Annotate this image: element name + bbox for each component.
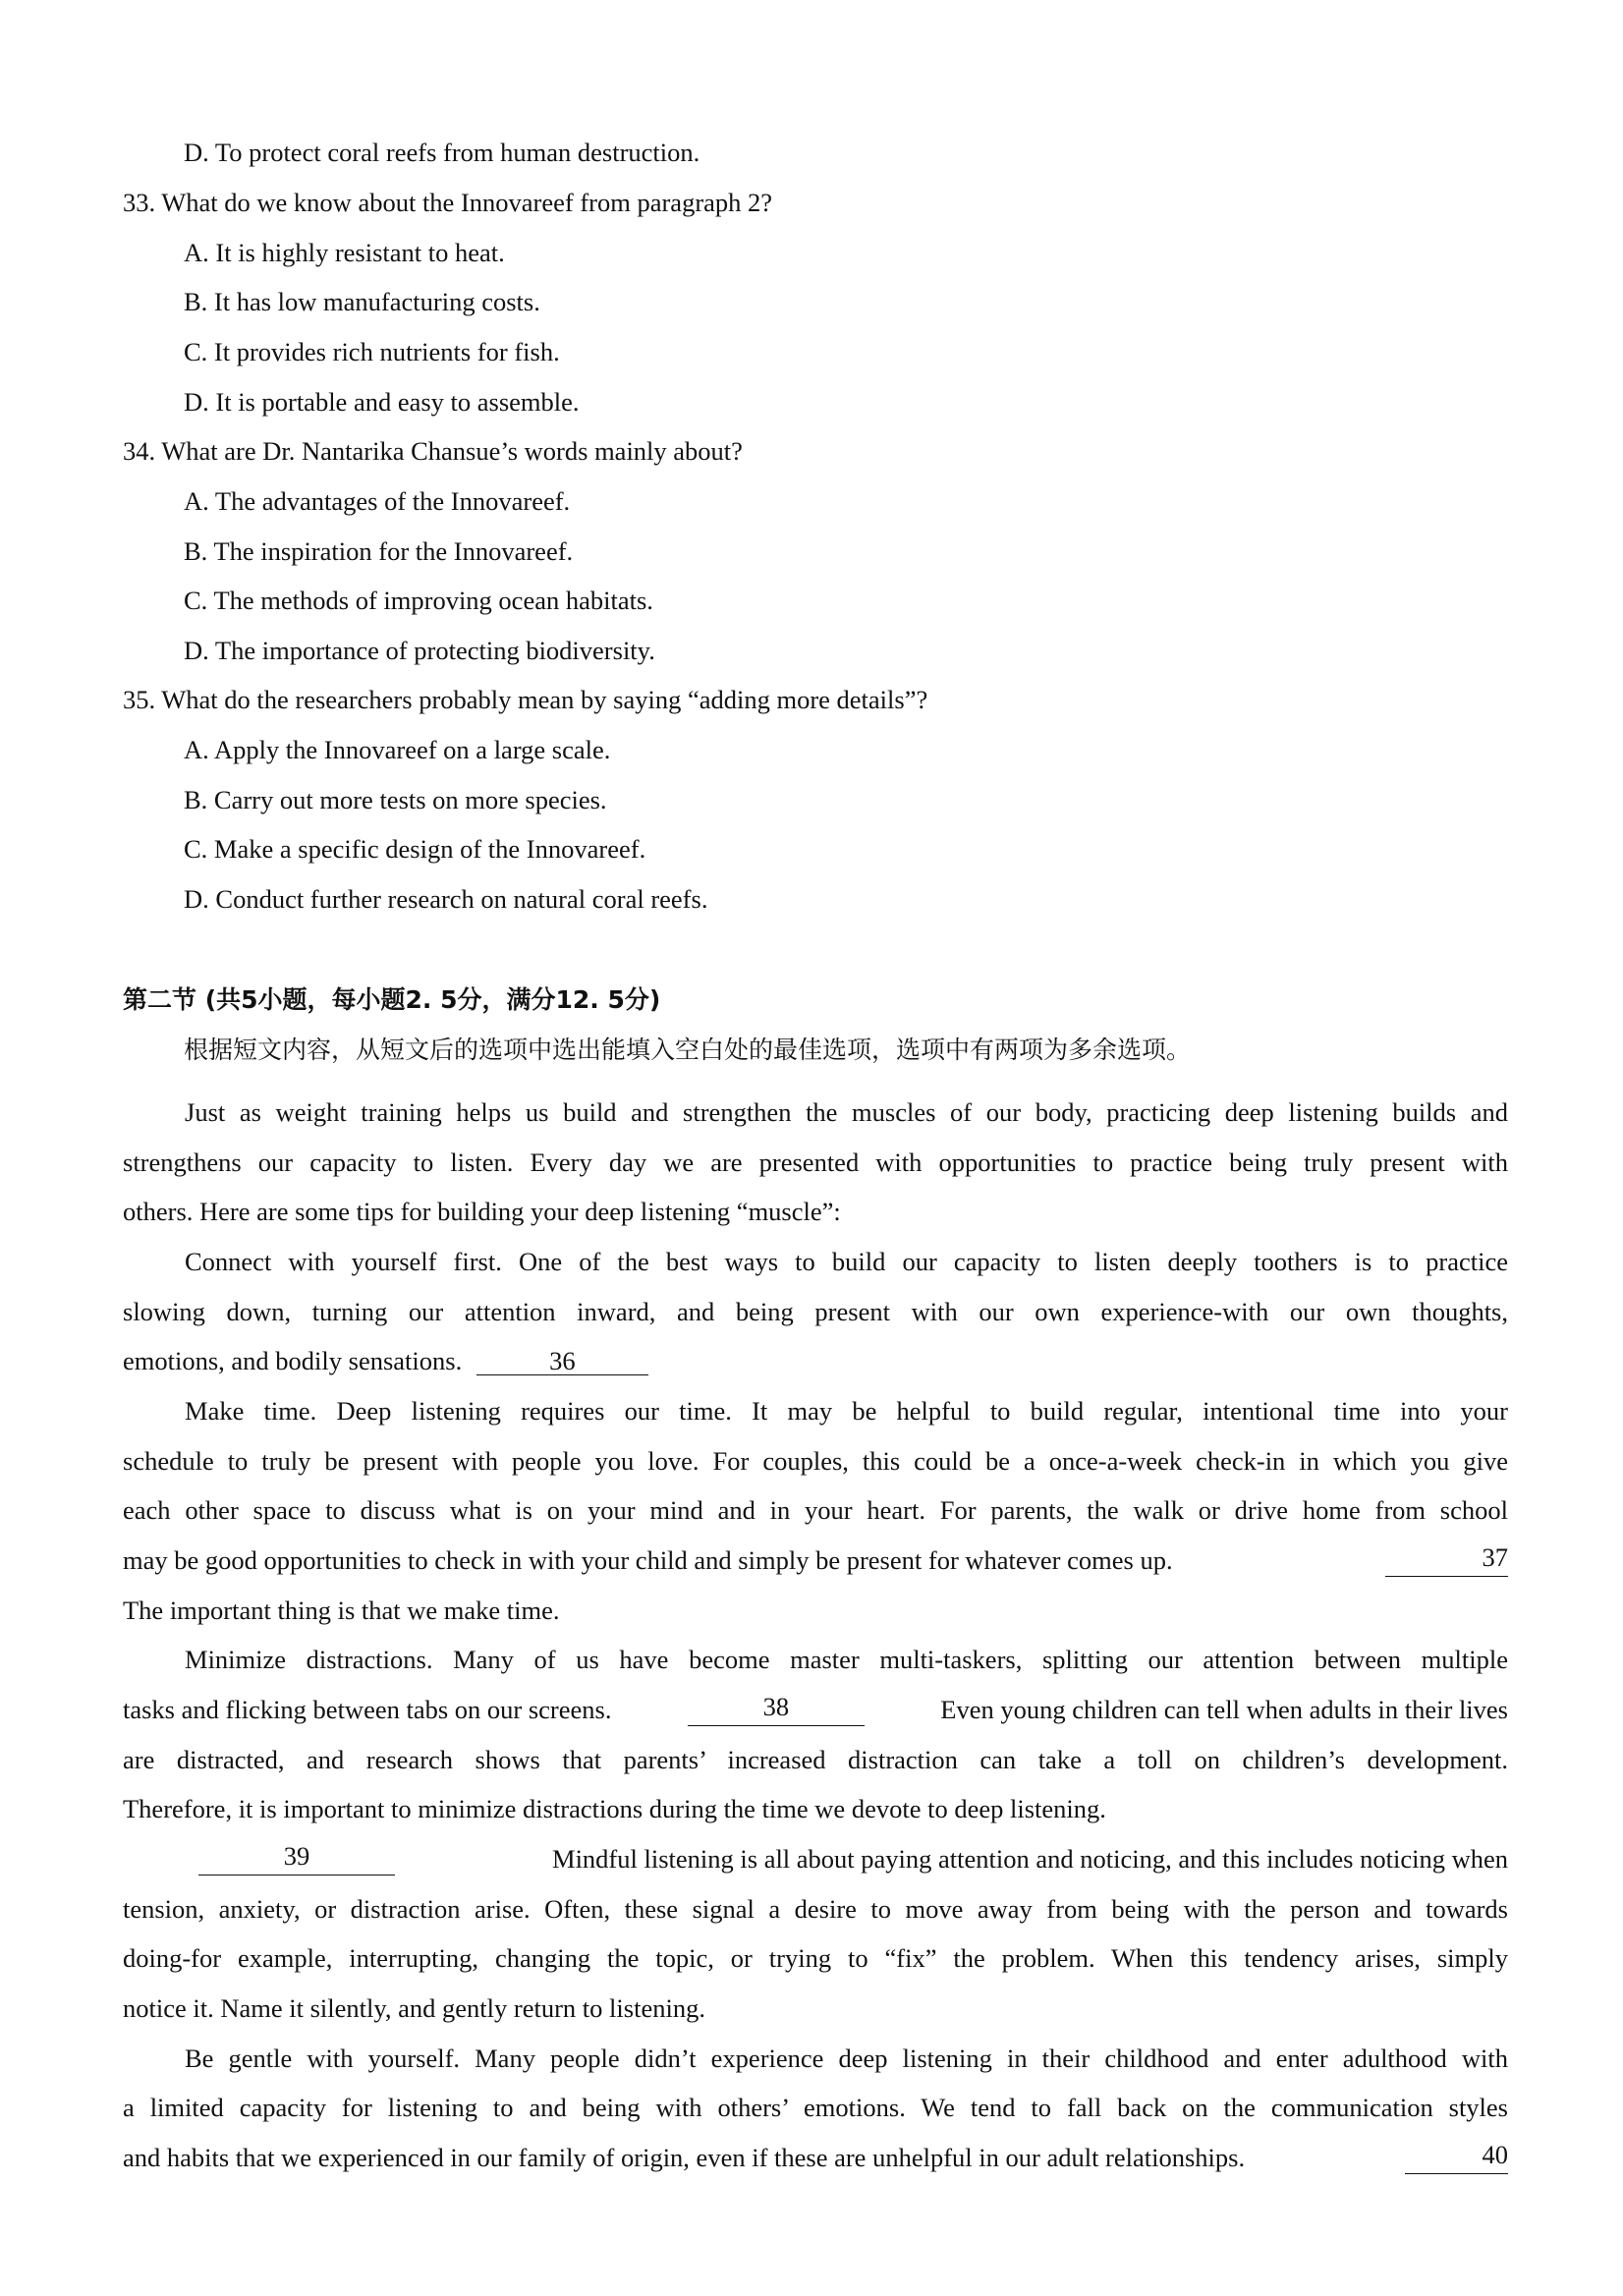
q35-option-c: C. Make a specific design of the Innovareef. [184, 834, 646, 864]
passage-line: doing-for example, interrupting, changing the topic, or trying to “fix” the problem. When this tendency arises, simply [123, 1943, 1508, 1973]
q33-option-b: B. It has low manufacturing costs. [184, 287, 540, 316]
passage-line: The important thing is that we make time. [123, 1596, 560, 1625]
q35-option-b: B. Carry out more tests on more species. [184, 785, 607, 814]
passage-line: are distracted, and research shows that parents’ increased distraction can take a toll on children’s development. [123, 1745, 1508, 1774]
passage-line: strengthens our capacity to listen. Every day we are presented with opportunities to practice being truly present with [123, 1148, 1508, 1177]
passage-line: schedule to truly be present with people you love. For couples, this could be a once-a-week check-in in which you give [123, 1446, 1508, 1476]
passage-line-with-blank [123, 1344, 1508, 1377]
section-instruction: 根据短文内容，从短文后的选项中选出能填入空白处的最佳选项，选项中有两项为多余选项。 [184, 1036, 1192, 1064]
passage-line: tension, anxiety, or distraction arise. Often, these signal a desire to move away from being with the person and towards [123, 1894, 1508, 1924]
q34-option-c: C. The methods of improving ocean habitats. [184, 586, 653, 615]
answer-blank-36[interactable]: 36 [476, 1347, 648, 1375]
passage-line: Therefore, it is important to minimize distractions during the time we devote to deep listening. [123, 1794, 1106, 1823]
passage-line: Minimize distractions. Many of us have become master multi-taskers, splitting our attention between multiple [185, 1645, 1508, 1674]
q34-option-b: B. The inspiration for the Innovareef. [184, 536, 574, 566]
passage-line: Be gentle with yourself. Many people didn’t experience deep listening in their childhood and enter adulthood with [185, 2044, 1508, 2073]
q33-question: 33. What do we know about the Innovareef from paragraph 2? [123, 188, 773, 217]
q34-option-d: D. The importance of protecting biodiversity. [184, 636, 655, 665]
passage-line: each other space to discuss what is on your mind and in your heart. For parents, the walk or drive home from school [123, 1495, 1508, 1525]
passage-line-with-blank [123, 1543, 1508, 1577]
passage-text: and habits that we experienced in our family of origin, even if these are unhelpful in our adult relationships. [123, 2143, 1246, 2172]
q34-option-a: A. The advantages of the Innovareef. [184, 486, 571, 516]
passage-text: tasks and flicking between tabs on our screens. [123, 1695, 612, 1724]
passage-line: notice it. Name it silently, and gently return to listening. [123, 1993, 705, 2023]
passage-line-with-blank [123, 1842, 1508, 1876]
q35-option-d: D. Conduct further research on natural coral reefs. [184, 884, 708, 914]
answer-blank-39[interactable]: 39 [198, 1842, 395, 1876]
answer-blank-38[interactable]: 38 [688, 1693, 865, 1726]
passage-text: Mindful listening is all about paying attention and noticing, and this includes noticing when [552, 1844, 1508, 1874]
q33-option-c: C. It provides rich nutrients for fish. [184, 337, 560, 366]
passage-text: Even young children can tell when adults in their lives [940, 1695, 1508, 1724]
q33-option-a: A. It is highly resistant to heat. [184, 238, 505, 267]
passage-line-with-blank [123, 1693, 1508, 1726]
answer-blank-40[interactable]: 40 [1405, 2141, 1508, 2174]
passage-line: others. Here are some tips for building your deep listening “muscle”: [123, 1197, 841, 1226]
passage-text: may be good opportunities to check in with your child and simply be present for whatever comes up. [123, 1545, 1173, 1575]
passage-line: Just as weight training helps us build and strengthen the muscles of our body, practicing deep listening builds and [185, 1097, 1508, 1127]
q32-option-d: D. To protect coral reefs from human destruction. [184, 138, 700, 167]
passage-line: a limited capacity for listening to and being with others’ emotions. We tend to fall back on the communication styles [123, 2093, 1508, 2122]
passage-line-with-blank [123, 2141, 1508, 2174]
passage-line: Make time. Deep listening requires our time. It may be helpful to build regular, intentional time into your [185, 1396, 1508, 1426]
passage-text: emotions, and bodily sensations. [123, 1346, 463, 1375]
q35-question: 35. What do the researchers probably mean by saying “adding more details”? [123, 685, 928, 714]
q33-option-d: D. It is portable and easy to assemble. [184, 387, 580, 417]
q34-question: 34. What are Dr. Nantarika Chansue’s words mainly about? [123, 436, 743, 466]
q35-option-a: A. Apply the Innovareef on a large scale. [184, 735, 611, 764]
passage-line: slowing down, turning our attention inward, and being present with our own experience-with our own thoughts, [123, 1297, 1508, 1326]
answer-blank-37[interactable]: 37 [1385, 1543, 1508, 1577]
passage-line: Connect with yourself first. One of the best ways to build our capacity to listen deeply toothers is to practice [185, 1247, 1508, 1276]
section-heading: 第二节 (共5小题，每小题2. 5分，满分12. 5分) [123, 985, 661, 1014]
